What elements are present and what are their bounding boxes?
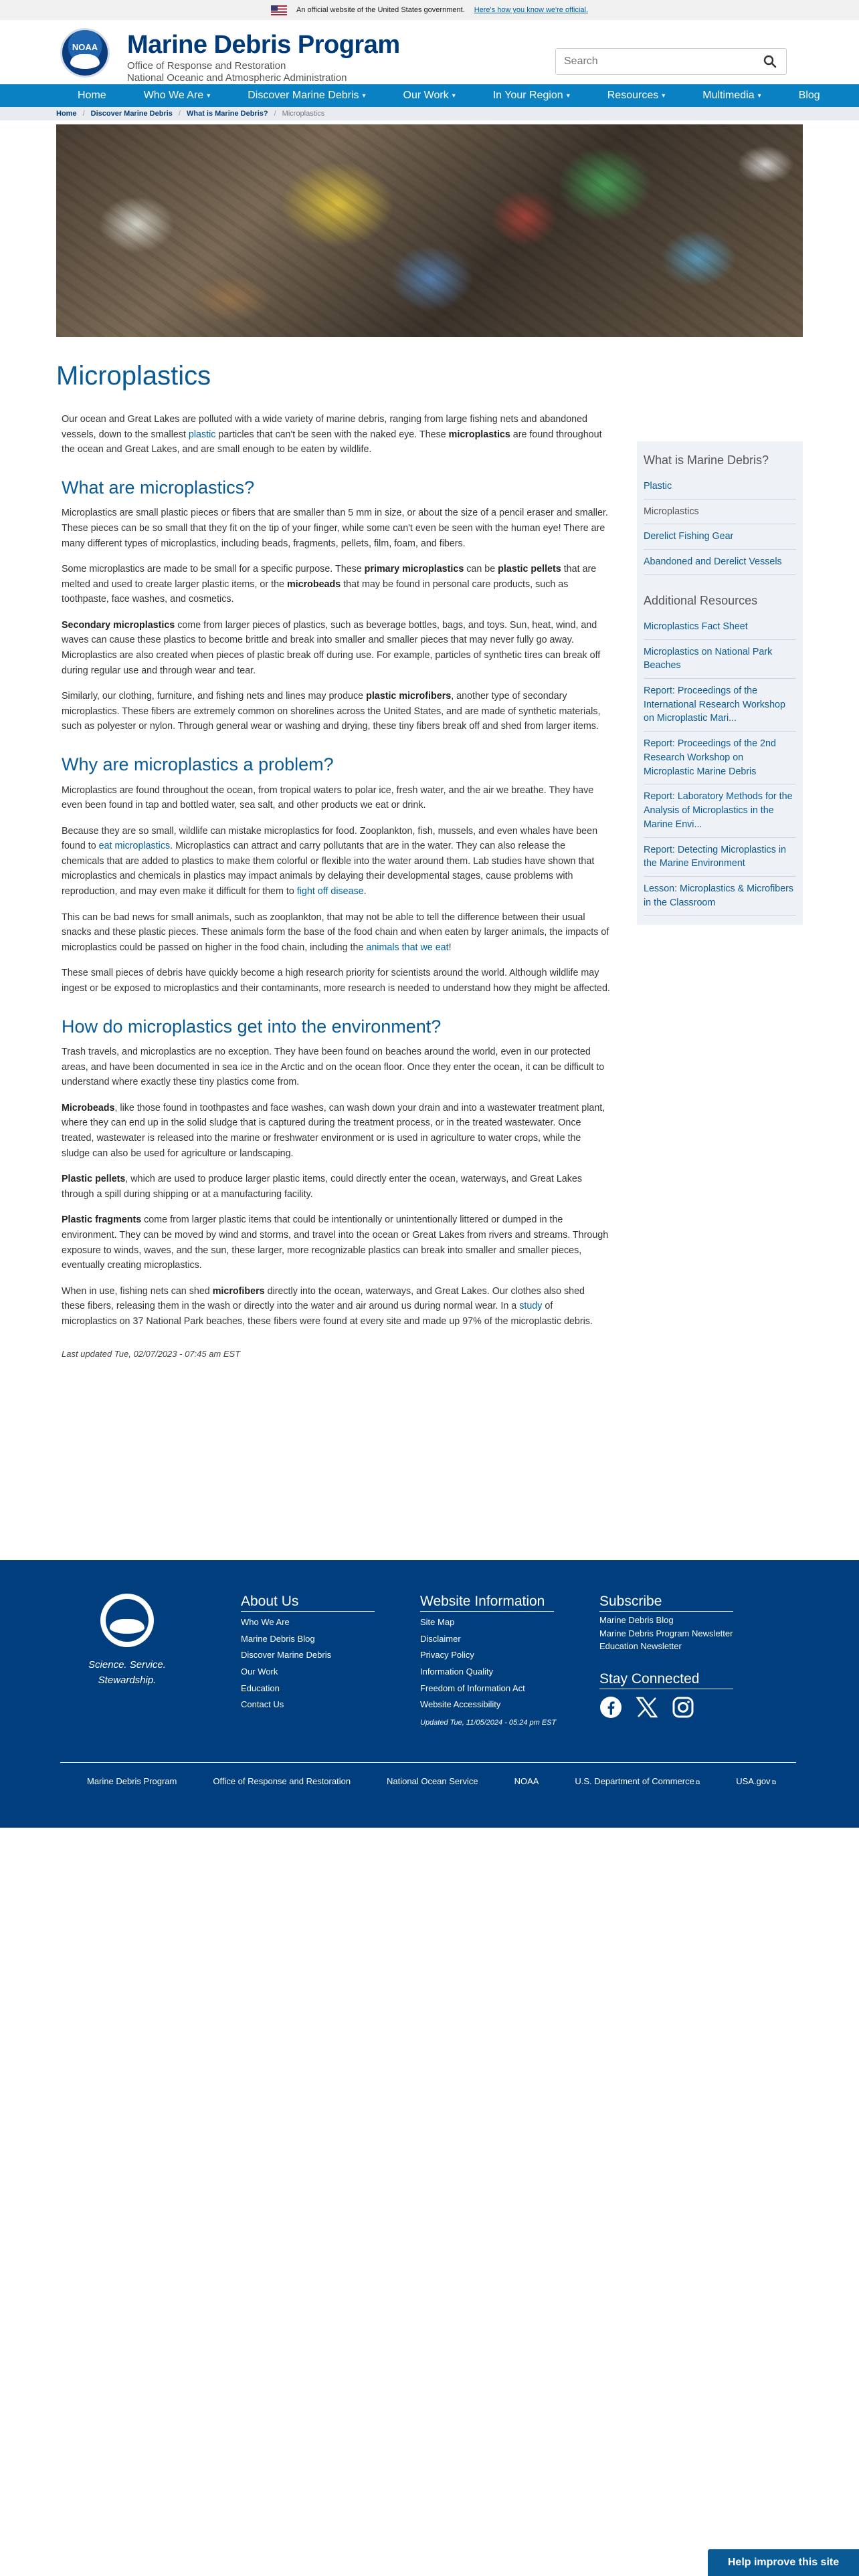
paragraph	[62, 1172, 610, 1202]
footer-bottom-link-label: Marine Debris Program	[87, 1776, 177, 1786]
footer-bottom-link-label: U.S. Department of Commerce	[575, 1776, 694, 1786]
sidebar-resource-link[interactable]: Report: Laboratory Methods for the Analysis of Microplastics in the Marine Envi...	[644, 784, 796, 837]
sidebar-heading-additional-resources: Additional Resources	[644, 593, 758, 607]
text: . Microplastics can attract and carry pollutants that are in the water. They can also release the chemicals that are added to plastics to make them colorful or flexible into the water around them. Lab studies have shown that microplastics and chemicals in plastics may impact animals by delaying their developmental stages, cause problems with reproduction, and may even make it difficult for them to	[62, 841, 595, 897]
sidebar	[637, 441, 803, 925]
paragraph: These small pieces of debris have quickly become a high research priority for scientists around the world. Although wildlife may ingest or be exposed to microplastics and their contaminants, more research is needed to understand how they might be affected.	[62, 968, 610, 994]
text: , which are used to produce larger plastic items, could directly enter the ocean, waterways, and Great Lakes through a spill during shipping or at a manufacturing facility.	[62, 1174, 582, 1200]
heading-what-are-microplastics: What are microplastics?	[62, 477, 255, 498]
footer-stay-connected-heading: Stay Connected	[599, 1671, 733, 1689]
footer-website-link[interactable]: Disclaimer	[420, 1633, 461, 1644]
text: Some microplastics are made to be small for a specific purpose. These	[62, 564, 365, 575]
eat-microplastics-link[interactable]: eat microplastics	[98, 841, 171, 852]
bold-term: Secondary microplastics	[62, 619, 175, 631]
footer-bottom-link[interactable]	[87, 1776, 177, 1786]
site-subtitle-agency: National Oceanic and Atmospheric Administration	[127, 72, 347, 84]
gov-banner	[0, 0, 859, 20]
paragraph	[62, 1101, 610, 1161]
paragraph	[62, 824, 610, 899]
chevron-down-icon: ▾	[757, 92, 761, 100]
text: , another type of secondary microplastics. These fibers are extremely common on shorelines across the United States, and are made of synthetic materials, such as polyester or nylon. Through general wear or washing and drying, these tiny fibers break off and shed from larger items.	[62, 691, 601, 732]
heading-why-problem: Why are microplastics a problem?	[62, 754, 334, 774]
text: that may be found in personal care products, such as toothpaste, face washes, and cosmetics.	[62, 578, 569, 605]
search-icon[interactable]	[763, 55, 777, 68]
chevron-down-icon: ▾	[362, 92, 366, 100]
bold-term: plastic microfibers	[366, 691, 452, 702]
paragraph	[62, 689, 610, 734]
sidebar-resource-link[interactable]: Report: Detecting Microplastics in the Marine Environment	[644, 838, 796, 877]
sidebar-resource-link[interactable]: Report: Proceedings of the 2nd Research Workshop on Microplastic Marine Debris	[644, 732, 796, 784]
intro-bold: microplastics	[448, 429, 510, 440]
bold-term: Plastic fragments	[62, 1214, 142, 1226]
breadcrumb-separator: /	[274, 110, 276, 118]
nav-item-multimedia[interactable]	[684, 84, 779, 107]
footer-about-link[interactable]: Marine Debris Blog	[241, 1633, 315, 1644]
footer-subscribe-link[interactable]: Marine Debris Program Newsletter	[599, 1628, 733, 1638]
footer-website-link[interactable]: Website Accessibility	[420, 1699, 501, 1710]
noaa-logo-icon[interactable]	[60, 28, 110, 78]
breadcrumb	[0, 107, 859, 120]
paragraph: Microplastics are found throughout the ocean, from tropical waters to polar ice, fresh water, and the air we breathe. They have even been found in tap and bottled water, sea salt, and other products we eat or drink.	[62, 784, 594, 811]
footer-bottom-link[interactable]	[213, 1776, 351, 1786]
footer-tagline: Science. Service. Stewardship.	[88, 1659, 166, 1686]
study-link[interactable]: study	[519, 1301, 543, 1312]
last-updated: Last updated Tue, 02/07/2023 - 07:45 am EST	[62, 1349, 241, 1360]
sidebar-resource-link[interactable]: Microplastics Fact Sheet	[644, 615, 796, 640]
site-subtitle-office: Office of Response and Restoration	[127, 60, 286, 72]
text: Because they are so small, wildlife can mistake microplastics for food. Zooplankton, fish, mussels, and even whales have been found to	[62, 825, 598, 852]
footer-bottom-link-label: NOAA	[514, 1776, 539, 1786]
bold-term: Microbeads	[62, 1102, 115, 1113]
bold-term: Plastic pellets	[62, 1174, 126, 1185]
site-title[interactable]: Marine Debris Program	[127, 31, 400, 59]
fight-off-disease-link[interactable]: fight off disease	[296, 886, 364, 897]
text: !	[448, 942, 452, 953]
sidebar-resource-link[interactable]: Report: Proceedings of the International Research Workshop on Microplastic Mari...	[644, 679, 796, 732]
footer-bottom-link-label: USA.gov	[736, 1776, 771, 1786]
footer-about-links	[241, 1614, 375, 1713]
text: can be	[464, 564, 498, 575]
main-content	[62, 412, 610, 1362]
footer-website-link[interactable]: Freedom of Information Act	[420, 1683, 525, 1693]
noaa-logo-text: NOAA	[72, 41, 98, 52]
intro-paragraph	[62, 412, 610, 457]
intro-text-b: particles that can't be seen with the naked eye. These	[215, 429, 449, 440]
site-header	[0, 20, 859, 84]
external-link-icon: ⧉	[695, 1779, 700, 1786]
nav-item-in-your-region[interactable]	[474, 84, 589, 107]
instagram-icon[interactable]	[672, 1696, 694, 1719]
bold-term: microfibers	[212, 1285, 265, 1297]
footer-about-link[interactable]: Discover Marine Debris	[241, 1650, 332, 1660]
noaa-footer-logo-icon[interactable]	[100, 1594, 154, 1647]
text: of microplastics on 37 National Park beaches, these fibers were found at every site and made up 97% of the microplastic debris.	[62, 1301, 593, 1327]
paragraph	[62, 1212, 610, 1273]
paragraph	[62, 618, 610, 678]
nav-item-label: Home	[78, 90, 106, 101]
footer-bottom-link[interactable]	[387, 1776, 478, 1786]
footer-website-link[interactable]: Site Map	[420, 1617, 455, 1627]
footer-website-info	[420, 1594, 556, 1727]
intro-text-a: Our ocean and Great Lakes are polluted with a wide variety of marine debris, ranging from large fishing nets and abandoned vessels, down to the smallest	[62, 414, 588, 440]
nav-item-resources[interactable]	[589, 84, 684, 107]
text: Similarly, our clothing, furniture, and fishing nets and lines may produce	[62, 691, 367, 702]
footer-website-heading: Website Information	[420, 1594, 554, 1612]
chevron-down-icon: ▾	[452, 92, 456, 100]
footer-website-link[interactable]: Information Quality	[420, 1667, 494, 1677]
text: come from larger plastic items that could be intentionally or unintentionally littered or dumped in the environment. They can be moved by wind and storms, and travel into the ocean or Great Lakes from rivers and streams. Through exposure to winds, waves, and the sun, these larger, more recognizable plastics can break into smaller and smaller pieces, eventually creating microplastics.	[62, 1214, 609, 1271]
nav-item-label: Our Work	[403, 90, 449, 101]
hero-image-microplastics	[56, 124, 803, 337]
page-title: Microplastics	[56, 361, 211, 391]
text: come from larger pieces of plastics, such as beverage bottles, bags, and toys. Sun, heat, wind, and waves can cause these plastics to become brittle and break into smaller and smaller pieces that may never fully go away. Microplastics are also created when pieces of plastic break off during use. For example, particles of synthetic tires can break off during regular use and through wear and tear.	[62, 619, 601, 676]
footer-about-heading: About Us	[241, 1594, 375, 1612]
sidebar-resource-link[interactable]: Lesson: Microplastics & Microfibers in the Classroom	[644, 877, 796, 916]
bold-term: plastic pellets	[498, 564, 561, 575]
footer-subscribe-links	[599, 1614, 733, 1652]
bold-term: microbeads	[286, 578, 341, 590]
footer-updated: Updated Tue, 11/05/2024 - 05:24 pm EST	[420, 1719, 557, 1727]
bold-term: primary microplastics	[364, 564, 464, 575]
chevron-down-icon: ▾	[207, 92, 211, 100]
nav-item-our-work[interactable]	[385, 84, 474, 107]
paragraph: Microplastics are small plastic pieces or fibers that are smaller than 5 mm in size, or about the size of a pencil eraser and smaller. These pieces can be so small that they fit on the tip of your finger, while some can't even be seen with the human eye! There are many different types of microplastics, including beads, fragments, pellets, film, foam, and fibers.	[62, 508, 608, 549]
footer-bottom-link-label: National Ocean Service	[387, 1776, 478, 1786]
breadcrumb-item[interactable]: What is Marine Debris?	[186, 110, 268, 118]
nav-item-label: Resources	[607, 90, 659, 101]
intro-text-c: are found throughout the ocean and Great Lakes, and are small enough to be eaten by wildlife.	[62, 429, 602, 455]
breadcrumb-separator: /	[82, 110, 85, 118]
sidebar-resource-link[interactable]: Microplastics on National Park Beaches	[644, 640, 796, 679]
paragraph	[62, 1284, 610, 1329]
x-icon[interactable]	[636, 1696, 658, 1719]
sidebar-links-marine-debris	[644, 474, 796, 575]
breadcrumb-item[interactable]: Discover Marine Debris	[90, 110, 173, 118]
footer-bottom-link[interactable]	[514, 1776, 539, 1786]
text: .	[363, 886, 367, 897]
nav-item-label: Multimedia	[702, 90, 755, 101]
animals-that-we-eat-link[interactable]: animals that we eat	[366, 942, 449, 953]
external-link-icon: ⧉	[771, 1779, 776, 1786]
footer-bottom-link[interactable]	[575, 1776, 700, 1786]
paragraph: Trash travels, and microplastics are no exception. They have been found on beaches around the world, even in our protected areas, and have been documented in sea ice in the Arctic and on the ocean floor. Once they enter the ocean, it can be difficult to understand where exactly these tiny plastics come from.	[62, 1047, 605, 1088]
breadcrumb-current: Microplastics	[282, 110, 325, 118]
paragraph	[62, 910, 610, 956]
sidebar-link[interactable]: Microplastics	[644, 500, 796, 525]
main-nav	[0, 84, 859, 107]
nav-item-label: Who We Are	[143, 90, 204, 101]
facebook-icon[interactable]	[599, 1696, 622, 1719]
footer-bottom-links	[60, 1762, 796, 1786]
footer-about	[241, 1594, 375, 1713]
text: , like those found in toothpastes and face washes, can wash down your drain and into a wastewater treatment plant, where they can end up in the solid sludge that is captured during the treatment process, or in the treated wastewater. Once treated, wastewater is released into the marine or freshwater environment or is used in agriculture to water crops, while the sludge can also be used for agriculture or landscaping.	[62, 1102, 605, 1159]
search-box	[555, 48, 787, 75]
search-input[interactable]	[556, 49, 743, 74]
nav-item-label: Blog	[798, 90, 820, 101]
text: directly into the ocean, waterways, and Great Lakes. Our clothes also shed these fibers, releasing them in the wash or directly into the water and air around us during normal wear. In a	[62, 1285, 585, 1312]
chevron-down-icon: ▾	[566, 92, 570, 100]
chevron-down-icon: ▾	[662, 92, 666, 100]
footer-website-links	[420, 1614, 556, 1713]
footer-about-link[interactable]: Who We Are	[241, 1617, 290, 1627]
sidebar-link[interactable]: Abandoned and Derelict Vessels	[644, 550, 796, 575]
breadcrumb-item[interactable]: Home	[56, 110, 77, 118]
footer-subscribe-heading: Subscribe	[599, 1594, 733, 1612]
sidebar-heading-what-is-marine-debris: What is Marine Debris?	[644, 453, 769, 467]
plastic-link[interactable]: plastic	[188, 429, 216, 440]
sidebar-link[interactable]: Plastic	[644, 474, 796, 500]
footer-about-link[interactable]: Education	[241, 1683, 280, 1693]
paragraph	[62, 562, 610, 607]
social-icons	[599, 1696, 733, 1719]
nav-item-home[interactable]	[60, 84, 125, 107]
site-footer	[0, 1560, 859, 1828]
footer-about-link[interactable]: Contact Us	[241, 1699, 284, 1710]
footer-bottom-link[interactable]	[736, 1776, 776, 1786]
footer-bottom-link-label: Office of Response and Restoration	[213, 1776, 351, 1786]
text: This can be bad news for small animals, such as zooplankton, that may not be able to tell the difference between their usual snacks and these plastic pieces. These animals form the base of the food chain and when eaten by larger animals, the impacts of microplastics could be passed on higher in the food chain, including the	[62, 911, 609, 953]
footer-subscribe	[599, 1594, 733, 1719]
nav-item-who-we-are[interactable]	[125, 84, 229, 107]
help-improve-button[interactable]: Help improve this site	[708, 2549, 859, 2576]
nav-item-discover-marine-debris[interactable]	[229, 84, 384, 107]
footer-about-link[interactable]: Our Work	[241, 1667, 278, 1677]
gov-banner-link[interactable]: Here's how you know we're official.	[474, 6, 588, 14]
us-flag-icon	[271, 5, 287, 15]
sidebar-links-resources	[644, 615, 796, 916]
gov-banner-text: An official website of the United States government.	[296, 6, 465, 14]
nav-item-blog[interactable]	[780, 84, 839, 107]
footer-subscribe-link[interactable]: Marine Debris Blog	[599, 1615, 674, 1625]
heading-how-enter-environment: How do microplastics get into the environment?	[62, 1016, 442, 1037]
breadcrumb-separator: /	[178, 110, 181, 118]
sidebar-link[interactable]: Derelict Fishing Gear	[644, 524, 796, 550]
nav-item-label: In Your Region	[492, 90, 563, 101]
nav-item-label: Discover Marine Debris	[248, 90, 359, 101]
text: that are melted and used to create larger plastic items, or the	[62, 564, 597, 590]
footer-website-link[interactable]: Privacy Policy	[420, 1650, 474, 1660]
footer-subscribe-link[interactable]: Education Newsletter	[599, 1641, 682, 1652]
text: When in use, fishing nets can shed	[62, 1285, 213, 1297]
